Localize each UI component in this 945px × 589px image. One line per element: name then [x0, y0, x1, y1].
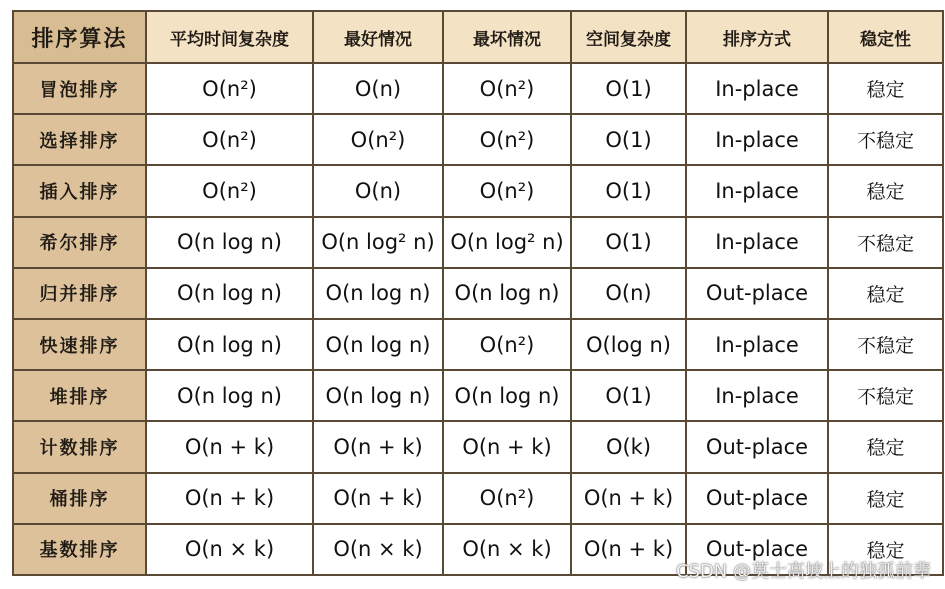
table-cell: O(1): [571, 114, 686, 165]
table-cell: O(n + k): [313, 473, 443, 524]
table-cell: O(n): [571, 268, 686, 319]
table-cell: 稳定: [828, 268, 943, 319]
table-row: [13, 370, 943, 421]
header-row: [13, 11, 943, 63]
table-cell: O(n²): [443, 473, 571, 524]
row-header: 冒泡排序: [13, 63, 146, 114]
table-cell: O(n log n): [146, 319, 313, 370]
table-cell: Out-place: [686, 524, 828, 575]
table-cell: 稳定: [828, 421, 943, 472]
table-cell: O(n + k): [571, 524, 686, 575]
column-header: 排序方式: [686, 11, 828, 63]
table-cell: Out-place: [686, 421, 828, 472]
row-header: 快速排序: [13, 319, 146, 370]
column-header: 平均时间复杂度: [146, 11, 313, 63]
table-cell: 稳定: [828, 165, 943, 216]
table-cell: O(n + k): [146, 421, 313, 472]
table-cell: 稳定: [828, 524, 943, 575]
table-row: [13, 63, 943, 114]
table-cell: O(n²): [443, 319, 571, 370]
table-cell: 不稳定: [828, 217, 943, 268]
table-cell: O(n log n): [146, 370, 313, 421]
table-cell: O(n): [313, 165, 443, 216]
table-cell: O(n log n): [313, 268, 443, 319]
table-cell: O(n log n): [313, 370, 443, 421]
table-cell: Out-place: [686, 473, 828, 524]
table-cell: O(n log² n): [313, 217, 443, 268]
table-cell: In-place: [686, 63, 828, 114]
table-cell: O(n + k): [571, 473, 686, 524]
table-cell: O(n): [313, 63, 443, 114]
table-cell: O(n + k): [313, 421, 443, 472]
table-cell: O(n log² n): [443, 217, 571, 268]
table-cell: In-place: [686, 217, 828, 268]
row-header: 选择排序: [13, 114, 146, 165]
table-cell: O(1): [571, 63, 686, 114]
table-cell: 不稳定: [828, 319, 943, 370]
table-cell: 不稳定: [828, 114, 943, 165]
table-cell: O(1): [571, 370, 686, 421]
column-header: 最坏情况: [443, 11, 571, 63]
table-cell: O(n × k): [146, 524, 313, 575]
table-row: [13, 319, 943, 370]
table-cell: O(log n): [571, 319, 686, 370]
table-cell: O(k): [571, 421, 686, 472]
table-cell: O(n × k): [443, 524, 571, 575]
table-cell: O(n log n): [313, 319, 443, 370]
table-cell: 稳定: [828, 473, 943, 524]
table-cell: O(n log n): [443, 370, 571, 421]
table-cell: O(n²): [313, 114, 443, 165]
sorting-complexity-table: [12, 10, 944, 576]
sorting-complexity-table-wrapper: [12, 10, 942, 576]
table-cell: O(n²): [146, 114, 313, 165]
table-cell: O(n + k): [146, 473, 313, 524]
table-cell: O(1): [571, 217, 686, 268]
table-cell: In-place: [686, 319, 828, 370]
table-cell: Out-place: [686, 268, 828, 319]
table-cell: 稳定: [828, 63, 943, 114]
table-cell: O(n log n): [146, 268, 313, 319]
column-header: 空间复杂度: [571, 11, 686, 63]
table-cell: O(n log n): [146, 217, 313, 268]
row-header: 基数排序: [13, 524, 146, 575]
row-header: 桶排序: [13, 473, 146, 524]
column-header: 稳定性: [828, 11, 943, 63]
table-row: [13, 473, 943, 524]
corner-header: 排序算法: [13, 11, 146, 63]
table-cell: O(n²): [146, 165, 313, 216]
table-cell: 不稳定: [828, 370, 943, 421]
column-header: 最好情况: [313, 11, 443, 63]
table-cell: In-place: [686, 165, 828, 216]
table-cell: In-place: [686, 370, 828, 421]
row-header: 归并排序: [13, 268, 146, 319]
row-header: 堆排序: [13, 370, 146, 421]
table-cell: O(n²): [443, 114, 571, 165]
table-cell: O(n²): [146, 63, 313, 114]
table-cell: O(n log n): [443, 268, 571, 319]
table-cell: In-place: [686, 114, 828, 165]
table-row: [13, 114, 943, 165]
table-row: [13, 421, 943, 472]
csdn-watermark: CSDN @莫士高坡上的独孤前辈: [675, 561, 931, 582]
row-header: 希尔排序: [13, 217, 146, 268]
table-cell: O(n²): [443, 63, 571, 114]
table-row: [13, 165, 943, 216]
table-cell: O(1): [571, 165, 686, 216]
table-cell: O(n + k): [443, 421, 571, 472]
table-row: [13, 268, 943, 319]
table-cell: O(n × k): [313, 524, 443, 575]
table-row: [13, 217, 943, 268]
row-header: 计数排序: [13, 421, 146, 472]
row-header: 插入排序: [13, 165, 146, 216]
table-cell: O(n²): [443, 165, 571, 216]
